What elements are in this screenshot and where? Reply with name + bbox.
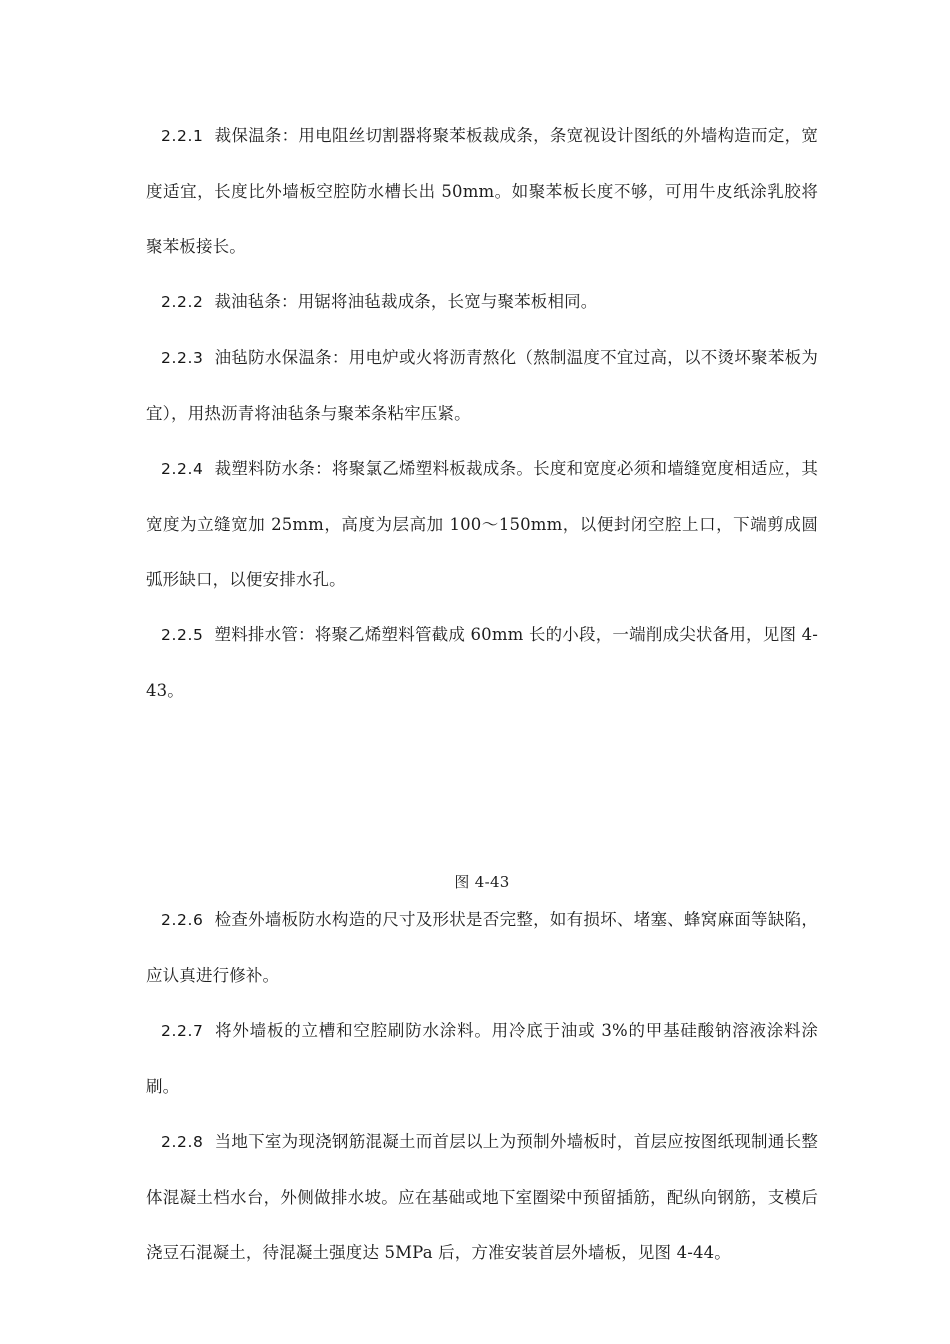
paragraph-text: 裁塑料防水条：将聚氯乙烯塑料板裁成条。长度和宽度必须和墙缝宽度相适应，其宽度为立缝宽加 25mm，高度为层高加 100～150mm，以便封闭空腔上口，下端剪成圆弧形缺口，以便安排水孔。 bbox=[146, 459, 818, 589]
paragraph-text: 检查外墙板防水构造的尺寸及形状是否完整，如有损坏、堵塞、蜂窝麻面等缺陷，应认真进行修补。 bbox=[146, 910, 818, 985]
paragraph-2-2-7 bbox=[146, 1003, 818, 1114]
paragraph-text: 裁油毡条：用锯将油毡裁成条，长宽与聚苯板相同。 bbox=[214, 292, 598, 311]
figure-caption: 图 4-43 bbox=[454, 873, 510, 891]
figure-4-43 bbox=[146, 718, 818, 892]
paragraph-text: 油毡防水保温条：用电炉或火将沥青熬化（熬制温度不宜过高，以不烫坏聚苯板为宜），用热沥青将油毡条与聚苯条粘牢压紧。 bbox=[146, 348, 818, 423]
paragraph-number: 2.2.5 bbox=[161, 626, 204, 644]
paragraph-text: 裁保温条：用电阻丝切割器将聚苯板裁成条，条宽视设计图纸的外墙构造而定，宽度适宜，长度比外墙板空腔防水槽长出 50mm。如聚苯板长度不够，可用牛皮纸涂乳胶将聚苯板接长。 bbox=[146, 126, 818, 256]
paragraph-number: 2.2.8 bbox=[161, 1133, 204, 1151]
paragraph-2-2-6 bbox=[146, 892, 818, 1003]
paragraph-number: 2.2.7 bbox=[161, 1022, 204, 1040]
paragraph-2-2-1 bbox=[146, 108, 818, 274]
paragraph-number: 2.2.3 bbox=[161, 349, 204, 367]
paragraph-number: 2.2.1 bbox=[161, 127, 204, 145]
paragraph-2-2-5 bbox=[146, 607, 818, 718]
paragraph-text: 当地下室为现浇钢筋混凝土而首层以上为预制外墙板时，首层应按图纸现制通长整体混凝土档水台，外侧做排水坡。应在基础或地下室圈梁中预留插筋，配纵向钢筋，支模后浇豆石混凝土，待混凝土强度达 5MPa 后，方准安装首层外墙板，见图 4-44。 bbox=[146, 1132, 818, 1262]
document-body bbox=[146, 108, 818, 1280]
paragraph-text: 将外墙板的立槽和空腔刷防水涂料。用冷底于油或 3%的甲基硅酸钠溶液涂料涂刷。 bbox=[146, 1021, 818, 1096]
paragraph-number: 2.2.4 bbox=[161, 460, 204, 478]
paragraph-2-2-8 bbox=[146, 1114, 818, 1280]
paragraph-2-2-2 bbox=[146, 274, 818, 330]
paragraph-number: 2.2.2 bbox=[161, 293, 204, 311]
paragraph-2-2-4 bbox=[146, 441, 818, 607]
paragraph-number: 2.2.6 bbox=[161, 911, 204, 929]
paragraph-text: 塑料排水管：将聚乙烯塑料管截成 60mm 长的小段，一端削成尖状备用，见图 4-43。 bbox=[146, 625, 818, 700]
paragraph-2-2-3 bbox=[146, 330, 818, 441]
